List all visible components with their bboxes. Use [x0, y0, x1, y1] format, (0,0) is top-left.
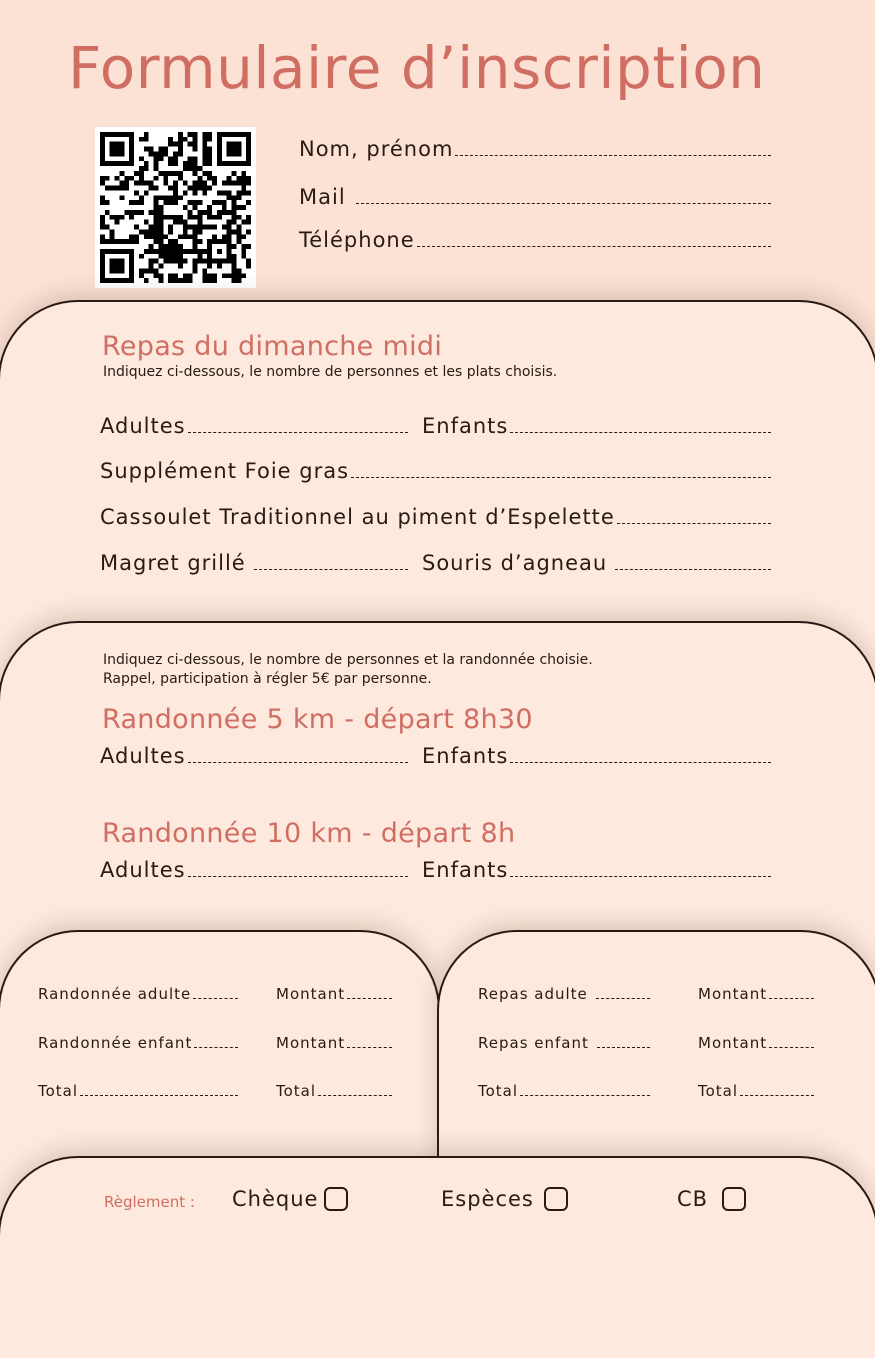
phone-field[interactable] [299, 228, 771, 252]
foie-gras-field[interactable] [100, 459, 771, 483]
qr-code [95, 127, 256, 288]
meal-note: Indiquez ci-dessous, le nombre de personnes et les plats choisis. [103, 364, 558, 380]
hike-note-line2: Rappel, participation à régler 5€ par personne. [103, 671, 432, 687]
meal-total-amount-label: Total [698, 1082, 739, 1100]
meal-adults-label: Adultes [100, 414, 186, 438]
mail-field[interactable] [299, 185, 771, 209]
hike-child-summary-field[interactable] [38, 1034, 238, 1052]
payment-cb-label: CB [677, 1187, 709, 1211]
meal-adult-amount-field[interactable] [698, 985, 814, 1003]
cheque-checkbox[interactable] [324, 1187, 348, 1211]
payment-label: Règlement : [104, 1193, 195, 1211]
hike-child-amount-label: Montant [276, 1034, 346, 1052]
cb-checkbox[interactable] [722, 1187, 746, 1211]
hike-child-amount-field[interactable] [276, 1034, 392, 1052]
hike10-adults-field[interactable] [100, 858, 408, 882]
mail-label: Mail [299, 185, 346, 209]
hike-total-count-label: Total [38, 1082, 79, 1100]
payment-especes-label: Espèces [441, 1187, 534, 1211]
payment-cb-option[interactable] [677, 1187, 746, 1211]
hike-adult-summary-label: Randonnée adulte [38, 985, 192, 1003]
meal-total-count-field[interactable] [478, 1082, 650, 1100]
hike-total-count-field[interactable] [38, 1082, 238, 1100]
hike-note-line1: Indiquez ci-dessous, le nombre de personnes et la randonnée choisie. [103, 652, 593, 668]
meal-child-amount-field[interactable] [698, 1034, 814, 1052]
hike5-adults-field[interactable] [100, 744, 408, 768]
souris-label: Souris d’agneau [422, 551, 608, 575]
hike-total-amount-label: Total [276, 1082, 317, 1100]
meal-adults-field[interactable] [100, 414, 408, 438]
hike-total-amount-field[interactable] [276, 1082, 392, 1100]
meal-adult-summary-label: Repas adulte [478, 985, 588, 1003]
hike-adult-amount-label: Montant [276, 985, 346, 1003]
meal-adult-summary-field[interactable] [478, 985, 650, 1003]
meal-child-summary-field[interactable] [478, 1034, 650, 1052]
hike10-children-field[interactable] [422, 858, 771, 882]
hike5-heading: Randonnée 5 km - départ 8h30 [102, 704, 533, 735]
hike5-adults-label: Adultes [100, 744, 186, 768]
phone-label: Téléphone [299, 228, 415, 252]
meal-total-amount-field[interactable] [698, 1082, 814, 1100]
meal-children-field[interactable] [422, 414, 771, 438]
payment-especes-option[interactable] [441, 1187, 568, 1211]
hike10-children-label: Enfants [422, 858, 509, 882]
magret-field[interactable] [100, 551, 408, 575]
form-title: Formulaire d’inscription [68, 34, 766, 102]
hike-adult-summary-field[interactable] [38, 985, 238, 1003]
meal-adult-amount-label: Montant [698, 985, 768, 1003]
cassoulet-label: Cassoulet Traditionnel au piment d’Espelette [100, 505, 615, 529]
foie-gras-label: Supplément Foie gras [100, 459, 350, 483]
meal-child-summary-label: Repas enfant [478, 1034, 589, 1052]
hike-adult-amount-field[interactable] [276, 985, 392, 1003]
especes-checkbox[interactable] [544, 1187, 568, 1211]
hike-child-summary-label: Randonnée enfant [38, 1034, 193, 1052]
payment-cheque-label: Chèque [232, 1187, 319, 1211]
hike5-children-label: Enfants [422, 744, 509, 768]
meal-total-count-label: Total [478, 1082, 519, 1100]
meal-children-label: Enfants [422, 414, 509, 438]
meal-heading: Repas du dimanche midi [102, 331, 443, 362]
name-field[interactable] [299, 137, 771, 161]
payment-cheque-option[interactable] [232, 1187, 348, 1211]
souris-field[interactable] [422, 551, 771, 575]
cassoulet-field[interactable] [100, 505, 771, 529]
name-label: Nom, prénom [299, 137, 454, 161]
hike10-heading: Randonnée 10 km - départ 8h [102, 818, 516, 849]
magret-label: Magret grillé [100, 551, 246, 575]
hike5-children-field[interactable] [422, 744, 771, 768]
meal-child-amount-label: Montant [698, 1034, 768, 1052]
hike10-adults-label: Adultes [100, 858, 186, 882]
